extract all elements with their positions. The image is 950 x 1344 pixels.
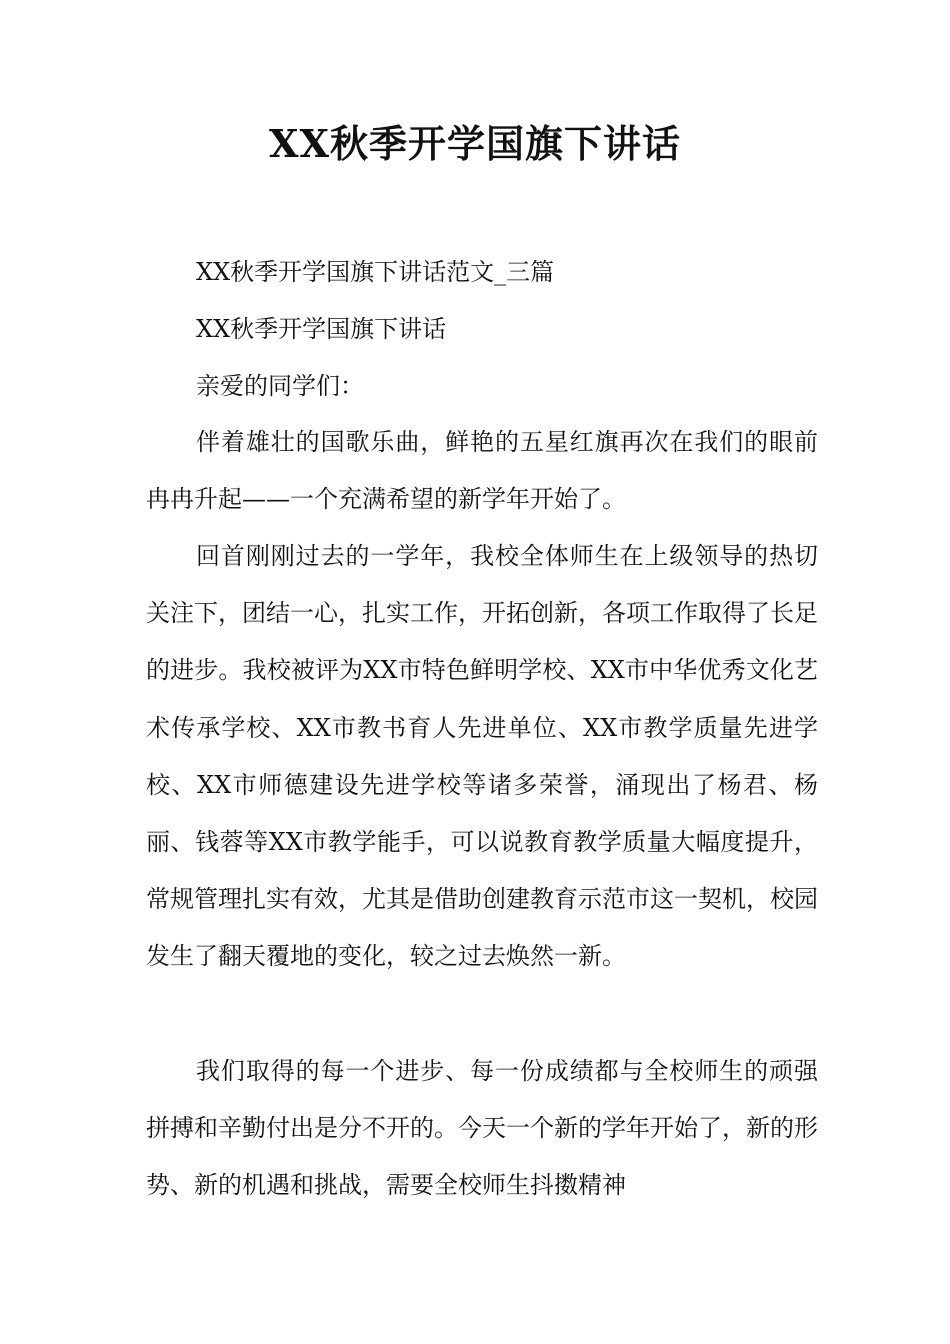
- paragraph-2: 回首刚刚过去的一学年，我校全体师生在上级领导的热切关注下，团结一心，扎实工作，开拓创新，各项工作取得了长足的进步。我校被评为XX市特色鲜明学校、XX市中华优秀文化艺术传承学校、XX市教书育人先进单位、XX市教学质量先进学校、XX市师德建设先进学校等诸多荣誉，涌现出了杨君、杨丽、钱蓉等XX市教学能手，可以说教育教学质量大幅度提升，常规管理扎实有效，尤其是借助创建教育示范市这一契机，校园发生了翻天覆地的变化，较之过去焕然一新。: [146, 542, 818, 971]
- paragraph-3: 我们取得的每一个进步、每一份成绩都与全校师生的顽强拼搏和辛勤付出是分不开的。今天一个新的学年开始了，新的形势、新的机遇和挑战，需要全校师生抖擞精神: [146, 1057, 818, 1200]
- subtitle-line-1: XX秋季开学国旗下讲话范文_三篇: [196, 258, 555, 286]
- document-title: XX秋季开学国旗下讲话: [269, 121, 681, 166]
- greeting-line: 亲爱的同学们：: [196, 372, 364, 400]
- subtitle-line-2: XX秋季开学国旗下讲话: [196, 315, 447, 343]
- paragraph-1: 伴着雄壮的国歌乐曲，鲜艳的五星红旗再次在我们的眼前冉冉升起——一个充满希望的新学年开始了。: [146, 428, 818, 514]
